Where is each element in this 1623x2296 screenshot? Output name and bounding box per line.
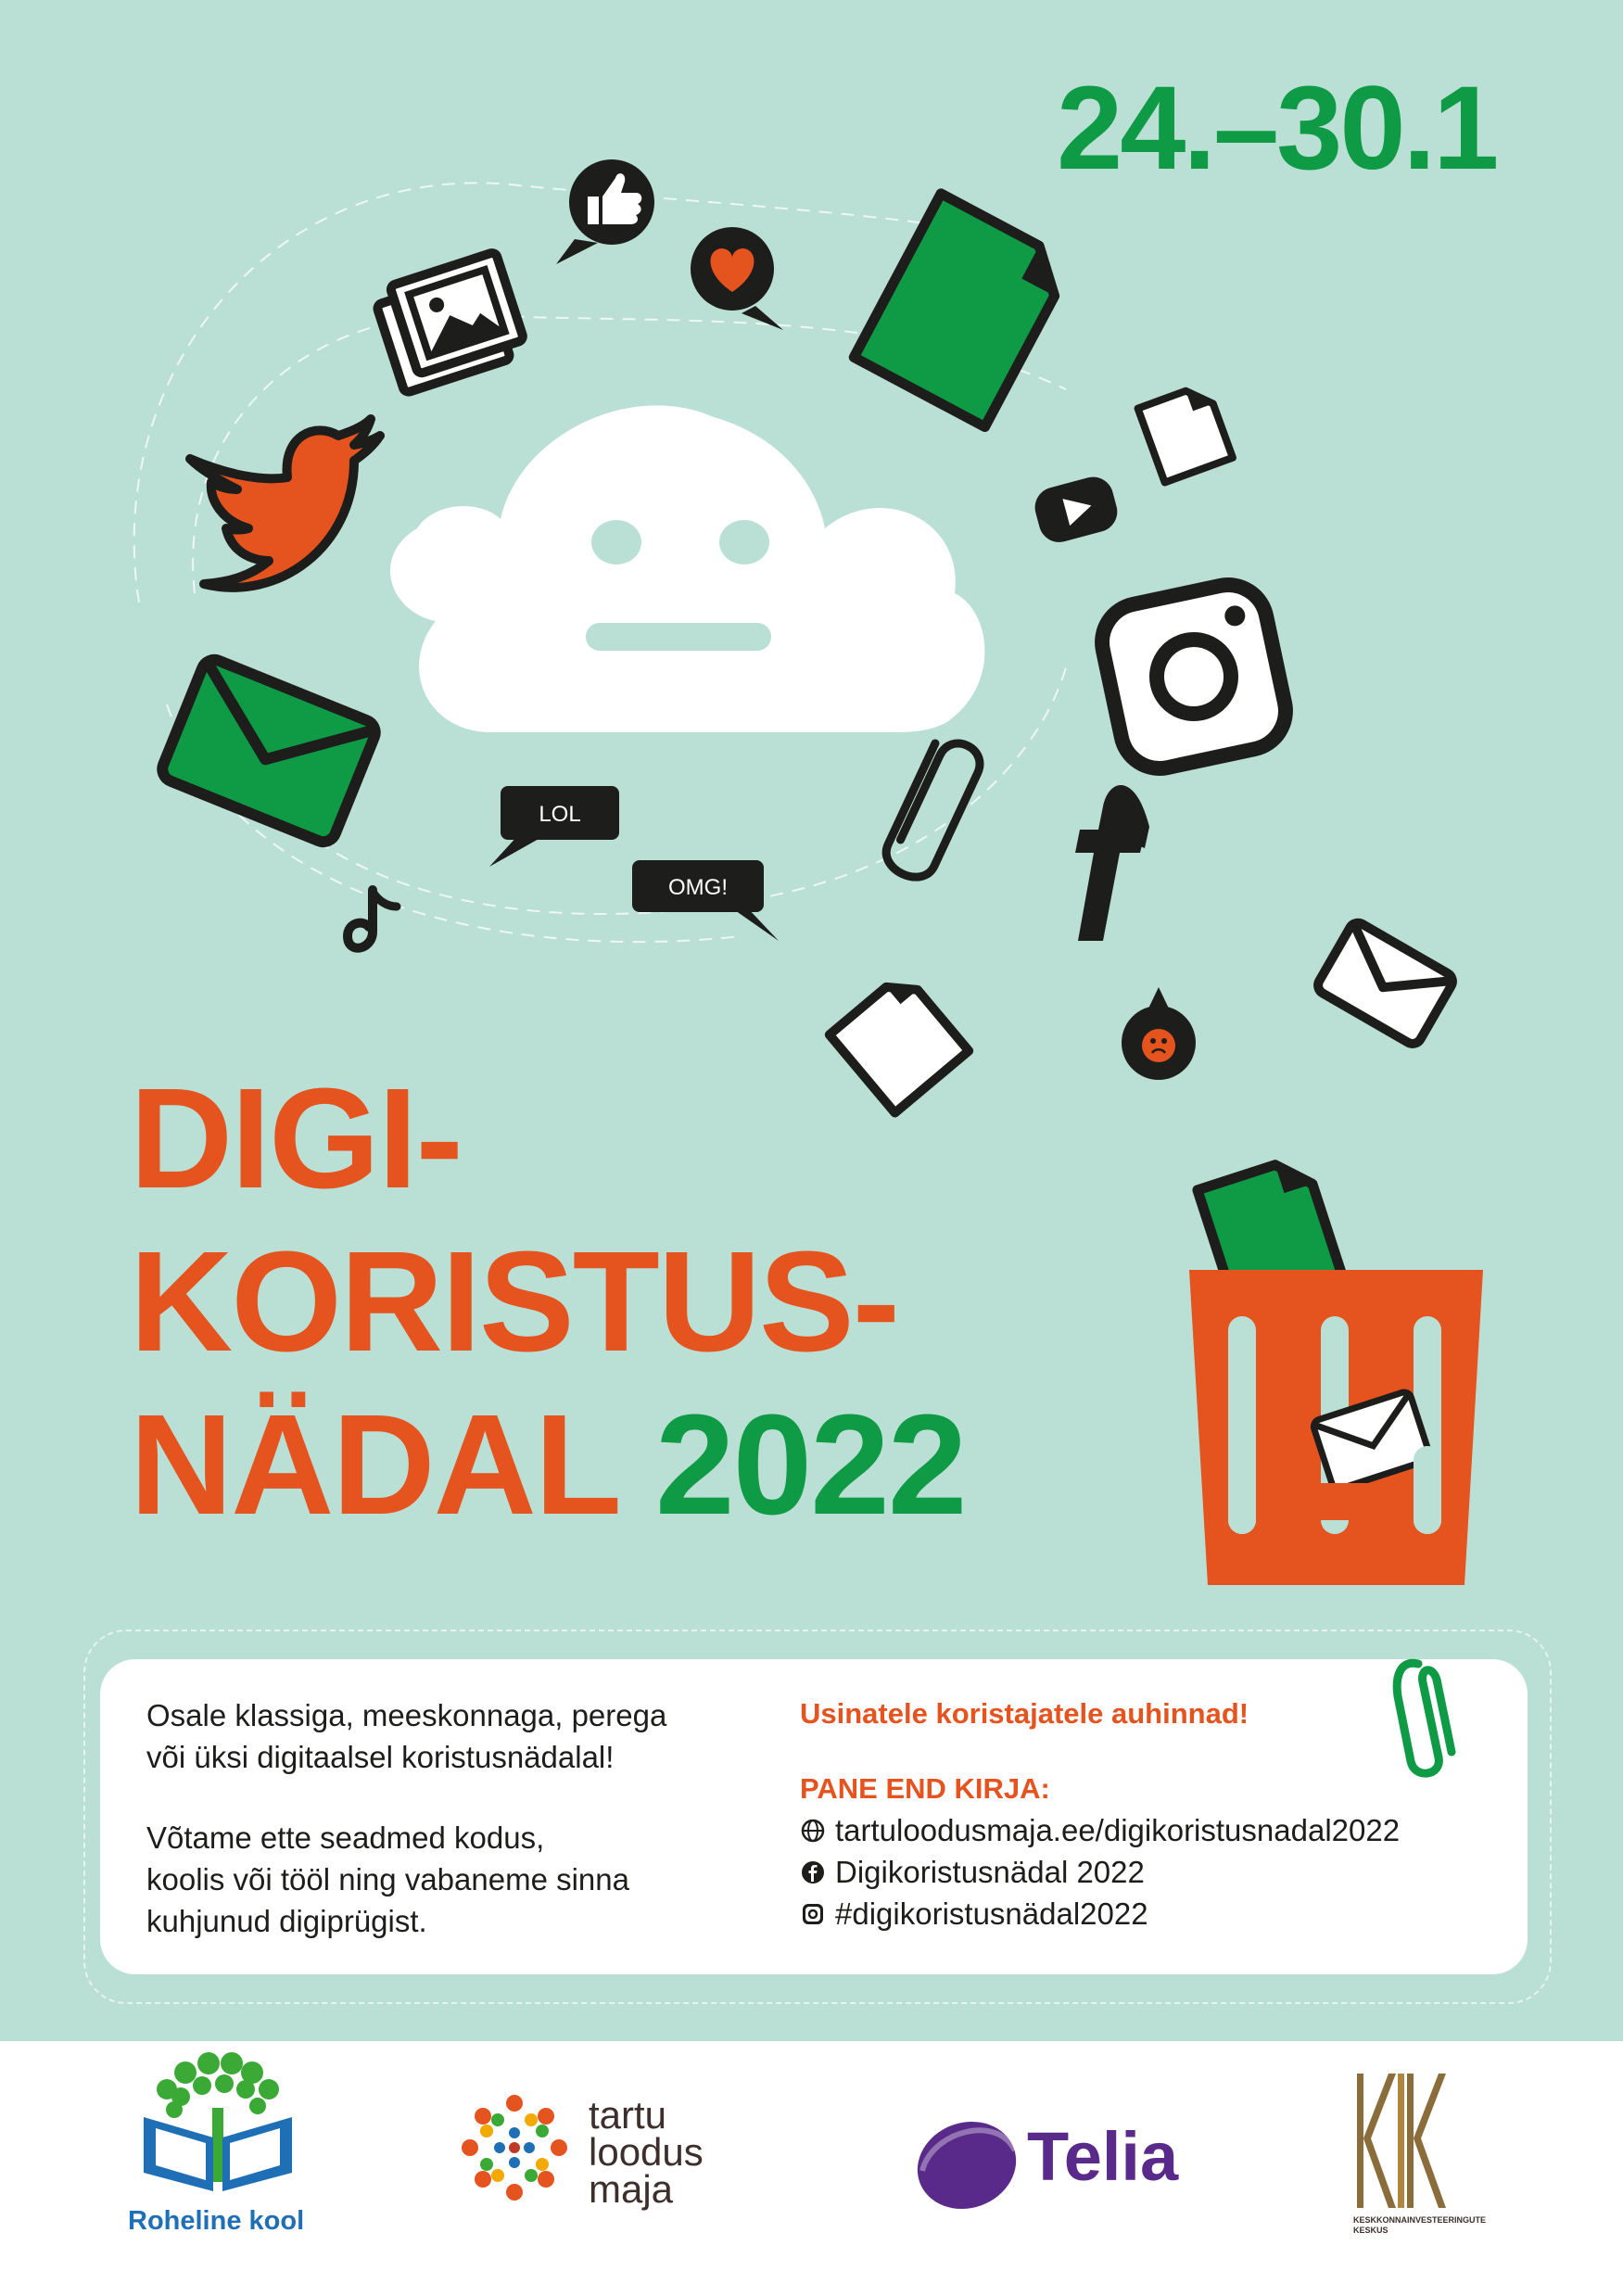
- kik-line-1: KESKKONNAINVESTEERINGUTE: [1353, 2215, 1487, 2225]
- instagram-row[interactable]: [800, 1893, 1400, 1934]
- facebook-icon: [1075, 785, 1149, 941]
- roheline-kool-label: Roheline kool: [128, 2206, 305, 2236]
- event-date: 24.–30.1: [1057, 62, 1497, 195]
- cloud-face-icon: [390, 405, 984, 732]
- small-document-icon: [1138, 384, 1233, 483]
- roheline-kool-logo: [139, 2052, 297, 2196]
- info-paragraph-1: Osale klassiga, meeskonnaga, perega või üksi digitaalsel koristusnädalal!: [146, 1698, 667, 1774]
- tartu-loodusmaja-label: [589, 2093, 704, 2211]
- info-links: [800, 1693, 1400, 1934]
- info-paragraph-2: Võtame ette seadmed kodus, koolis või tööl ning vabaneme sinna kuhjunud digiprügist.: [146, 1820, 629, 1938]
- info-card: [100, 1659, 1528, 1974]
- kik-logo: [1353, 2074, 1446, 2213]
- title-word-nadal: NÄDAL: [130, 1385, 618, 1544]
- paperclip-icon: [880, 733, 986, 885]
- title-line-1: DIGI-: [130, 1059, 462, 1218]
- instagram-small-icon: [800, 1901, 826, 1927]
- twitter-icon: [190, 419, 380, 588]
- sponsor-footer: [0, 2041, 1623, 2296]
- facebook-link[interactable]: Digikoristusnädal 2022: [835, 1855, 1145, 1889]
- title-year: 2022: [654, 1385, 966, 1544]
- heart-icon: [691, 227, 783, 330]
- trash-can-icon: [1189, 1270, 1483, 1585]
- signup-heading: PANE END KIRJA:: [800, 1772, 1050, 1805]
- kik-line-2: KESKUS: [1353, 2226, 1388, 2235]
- prizes-text: Usinatele koristajatele auhinnad!: [800, 1697, 1249, 1730]
- title-line-3: [130, 1383, 966, 1546]
- poster-title: [130, 1057, 966, 1546]
- thumbs-up-icon: [556, 159, 654, 264]
- tartu-line-2: loodus: [589, 2130, 704, 2174]
- omg-bubble: [632, 860, 779, 941]
- white-envelope-icon: [1314, 920, 1455, 1047]
- envelope-icon: [158, 656, 379, 846]
- website-row[interactable]: [800, 1809, 1400, 1851]
- instagram-icon: [1095, 577, 1292, 775]
- title-line-2: KORISTUS-: [130, 1222, 898, 1381]
- info-description: [146, 1694, 666, 1981]
- tartu-line-1: tartu: [589, 2093, 667, 2137]
- globe-icon: [800, 1818, 826, 1844]
- telia-label: Telia: [1027, 2118, 1179, 2195]
- tartu-loodusmaja-logo: [454, 2087, 575, 2208]
- tartu-line-3: maja: [589, 2167, 674, 2211]
- document-icon: [854, 194, 1071, 427]
- website-link[interactable]: tartuloodusmaja.ee/digikoristusnadal2022: [835, 1813, 1401, 1847]
- youtube-icon: [1031, 473, 1122, 547]
- telia-logo: [913, 2113, 1020, 2220]
- omg-label: OMG!: [668, 875, 728, 900]
- kik-label: [1353, 2215, 1486, 2236]
- lol-label: LOL: [539, 802, 581, 827]
- facebook-small-icon: [800, 1859, 826, 1885]
- facebook-row[interactable]: [800, 1851, 1400, 1893]
- sad-bubble-icon: [1122, 987, 1196, 1080]
- photos-icon: [372, 252, 528, 394]
- tiktok-icon: [348, 890, 397, 948]
- instagram-link[interactable]: #digikoristusnädal2022: [835, 1896, 1148, 1931]
